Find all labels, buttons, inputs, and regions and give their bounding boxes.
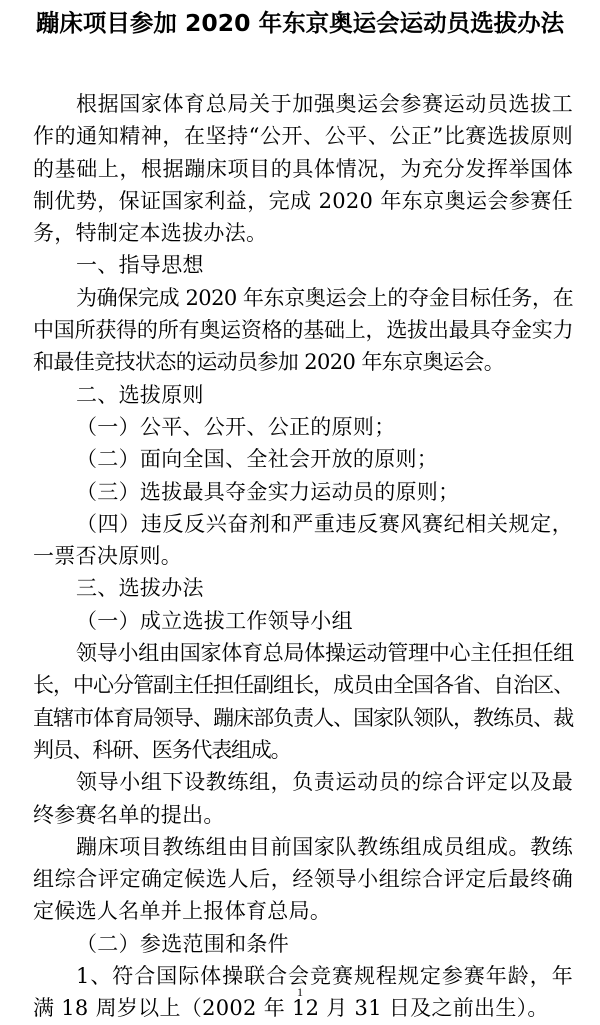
section-heading-selection-principles: 二、选拔原则	[76, 382, 204, 407]
principle-item-1: （一）公平、公开、公正的原则；	[76, 414, 396, 439]
coaching-group-paragraph: 领导小组下设教练组，负责运动员的综合评定以及最终参赛名单的提出。	[33, 770, 573, 827]
section-heading-guiding-thought: 一、指导思想	[76, 253, 204, 278]
principle-item-2: （二）面向全国、全社会开放的原则；	[76, 447, 439, 472]
coaching-group-members-paragraph: 蹦床项目教练组由目前国家队教练组成员组成。教练组综合评定确定候选人后，经领导小组综合评定后最终确定候选人名单并上报体育总局。	[33, 834, 573, 924]
document-title: 蹦床项目参加 2020 年东京奥运会运动员选拔办法	[35, 9, 565, 37]
subsection-heading-scope-conditions: （二）参选范围和条件	[76, 931, 289, 956]
subsection-heading-leading-group: （一）成立选拔工作领导小组	[76, 608, 353, 633]
guiding-thought-paragraph: 为确保完成 2020 年东京奥运会上的夺金目标任务，在中国所获得的所有奥运资格的基础上，选拔出最具夺金实力和最佳竞技状态的运动员参加 2020 年东京奥运会。	[33, 285, 573, 375]
document-body	[33, 88, 573, 1025]
leading-group-paragraph: 领导小组由国家体育总局体操运动管理中心主任担任组长，中心分管副主任担任副组长，成员由全国各省、自治区、直辖市体育局领导、蹦床部负责人、国家队领队，教练员、裁判员、科研、医务代表组成。	[33, 641, 573, 762]
principle-item-4: （四）违反反兴奋剂和严重违反赛风赛纪相关规定，一票否决原则。	[33, 511, 573, 569]
section-heading-selection-methods: 三、选拔办法	[76, 576, 204, 601]
condition-item-1: 1、符合国际体操联合会竞赛规程规定参赛年龄，年满 18 周岁以上（2002 年 12 月 31 日及之前出生）。	[33, 964, 573, 1021]
page-number: 1	[297, 985, 303, 999]
intro-paragraph: 根据国家体育总局关于加强奥运会参赛运动员选拔工作的通知精神，在坚持“公开、公平、公正”比赛选拔原则的基础上，根据蹦床项目的具体情况，为充分发挥举国体制优势，保证国家利益，完成 2020 年东京奥运会参赛任务，特制定本选拔办法。	[33, 92, 573, 246]
principle-item-3: （三）选拔最具夺金实力运动员的原则；	[76, 479, 460, 504]
